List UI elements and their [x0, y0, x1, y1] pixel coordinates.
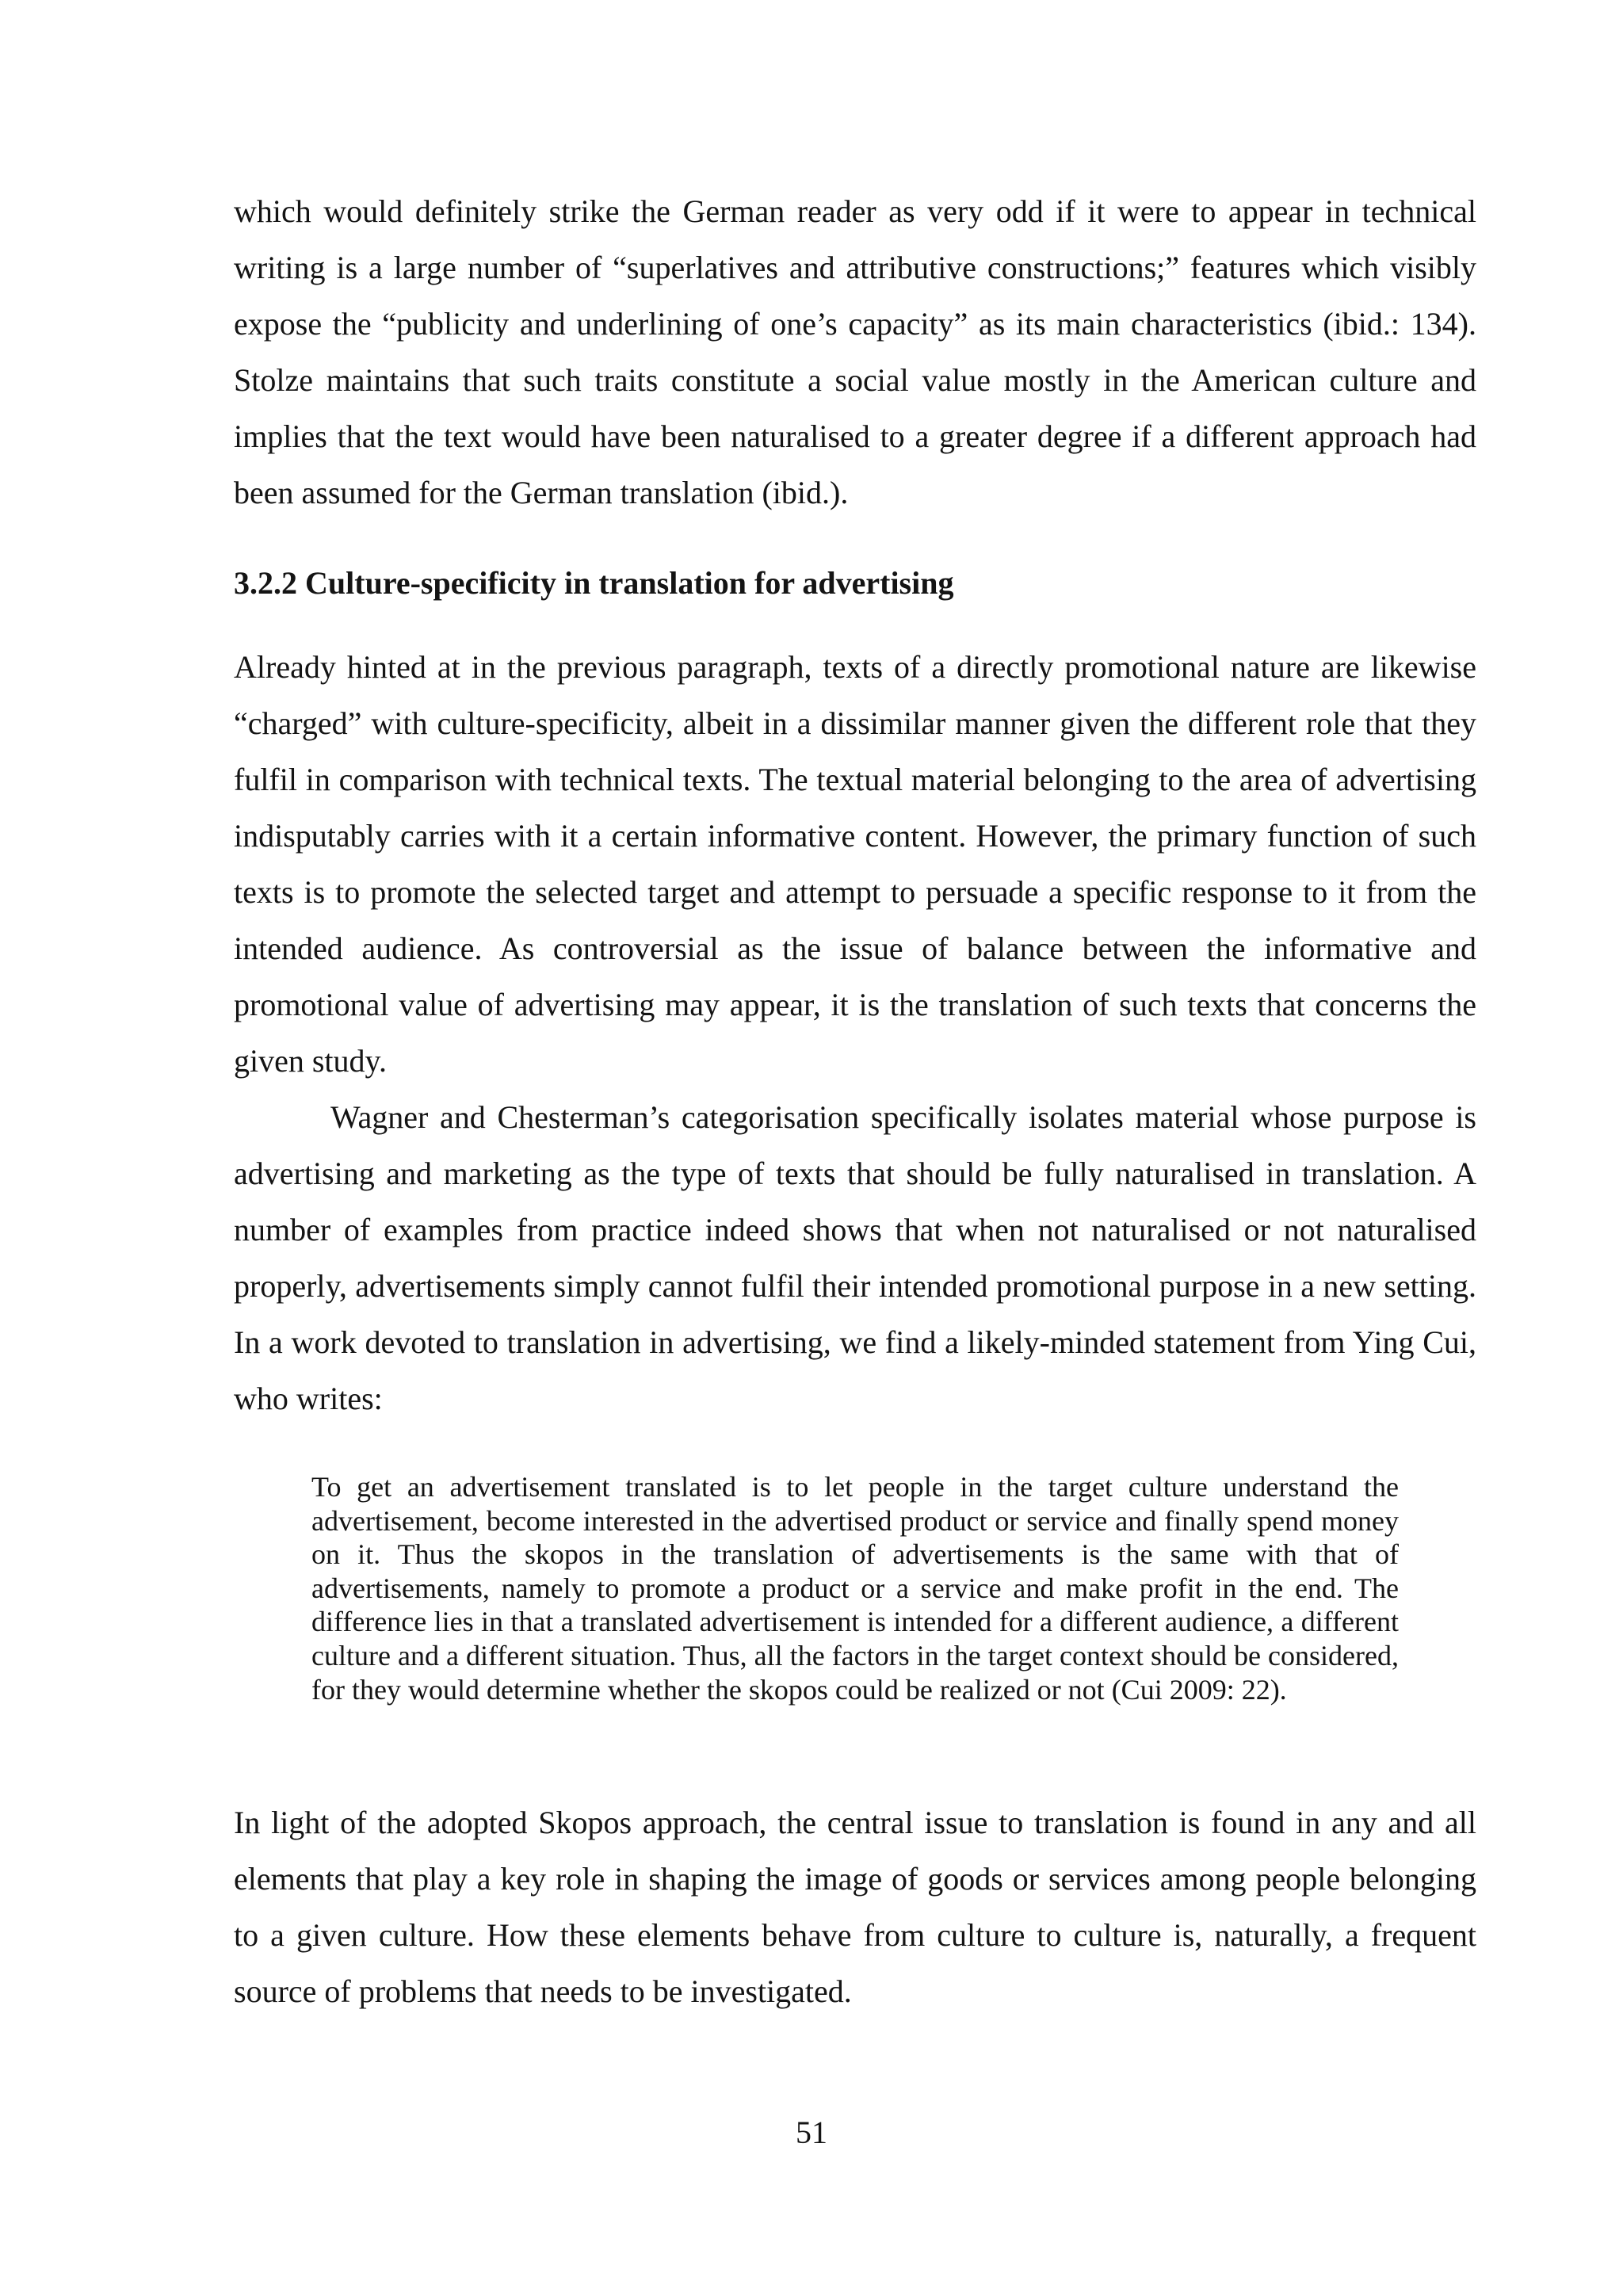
block-quote: To get an advertisement translated is to let people in the target culture understand the advertisement, become interested in the advertised product or service and finally spend money on it. Thus the skopos in the translation of advertisements is the same with that of advertisements, namely to promote a product or a service and make profit in the end. The difference lies in that a translated advertisement is intended for a different audience, a different culture and a different situation. Thus, all the factors in the target context should be considered, for they would determine whether the skopos could be realized or not (Cui 2009: 22).	[311, 1471, 1399, 1706]
section-heading: 3.2.2 Culture-specificity in translation for advertising	[234, 565, 954, 601]
page-number: 51	[796, 2115, 827, 2150]
paragraph-wagner-chesterman: Wagner and Chesterman’s categorisation specifically isolates material whose purpose is advertising and marketing as the type of texts that should be fully naturalised in translation. A number of examples from practice indeed shows that when not naturalised or not naturalised properly, advertisements simply cannot fulfil their intended promotional purpose in a new setting. In a work devoted to translation in advertising, we find a likely-minded statement from Ying Cui, who writes:	[234, 1099, 1476, 1416]
paragraph-continuation: which would definitely strike the German reader as very odd if it were to appear in technical writing is a large number of “superlatives and attributive constructions;” features which visibly expose the “publicity and underlining of one’s capacity” as its main characteristics (ibid.: 134). Stolze maintains that such traits constitute a social value mostly in the American culture and implies that the text would have been naturalised to a greater degree if a different approach had been assumed for the German translation (ibid.).	[234, 193, 1476, 510]
paragraph-advertising-intro: Already hinted at in the previous paragraph, texts of a directly promotional nature are likewise “charged” with culture-specificity, albeit in a dissimilar manner given the different role that they fulfil in comparison with technical texts. The textual material belonging to the area of advertising indisputably carries with it a certain informative content. However, the primary function of such texts is to promote the selected target and attempt to persuade a specific response to it from the intended audience. As controversial as the issue of balance between the informative and promotional value of advertising may appear, it is the translation of such texts that concerns the given study.	[234, 649, 1476, 1079]
paragraph-skopos: In light of the adopted Skopos approach, the central issue to translation is found in any and all elements that play a key role in shaping the image of goods or services among people belonging to a given culture. How these elements behave from culture to culture is, naturally, a frequent source of problems that needs to be investigated.	[234, 1805, 1476, 2009]
